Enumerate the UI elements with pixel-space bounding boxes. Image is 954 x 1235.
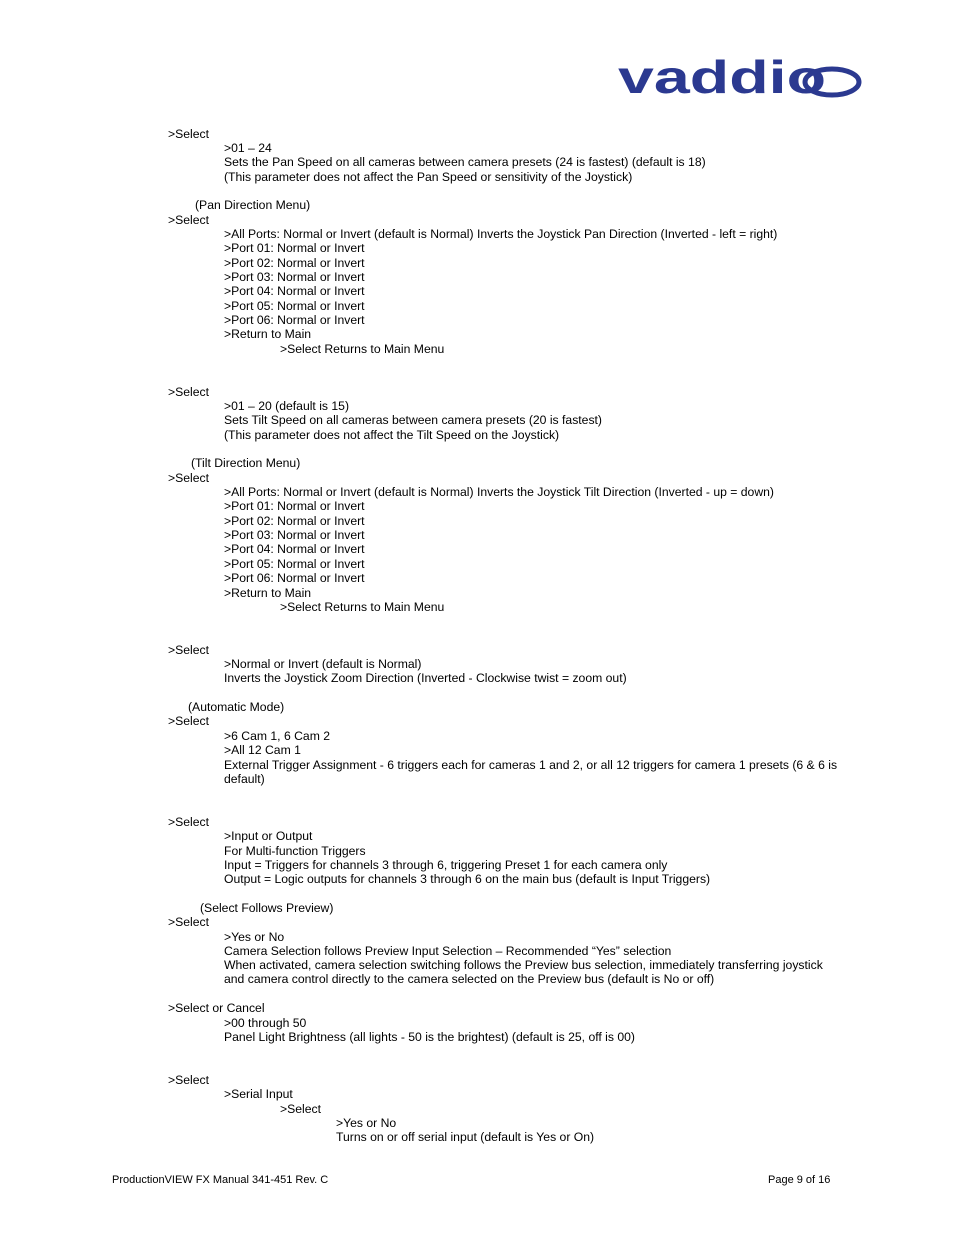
menu-line: Sets Tilt Speed on all cameras between camera presets (20 is fastest) [224,413,602,427]
menu-line: (This parameter does not affect the Tilt Speed on the Joystick) [224,428,560,442]
menu-line: >Port 05: Normal or Invert [224,557,365,571]
menu-line: >Port 03: Normal or Invert [224,528,365,542]
menu-line: >All Ports: Normal or Invert (default is Normal) Inverts the Joystick Pan Direction (Inverted - left = right) [224,227,778,241]
menu-line: Sets the Pan Speed on all cameras between camera presets (24 is fastest) (default is 18) [224,155,706,169]
footer-manual-title: ProductionVIEW FX Manual 341-451 Rev. C [112,1174,329,1186]
menu-line: >Input or Output [224,829,313,843]
menu-line: When activated, camera selection switching follows the Preview bus selection, immediately transferring joystick and camera control directly to the camera selected on the Preview bus (default is No or off) [224,958,823,986]
menu-heading: (Pan Direction Menu) [195,198,311,212]
menu-line: >Select [168,815,209,829]
menu-line: >Port 04: Normal or Invert [224,284,365,298]
menu-line: External Trigger Assignment - 6 triggers each for cameras 1 and 2, or all 12 triggers for camera 1 presets (6 & 6 is default) [224,758,838,786]
menu-line: Input = Triggers for channels 3 through 6, triggering Preset 1 for each camera only [224,858,668,872]
menu-line: >Select [168,915,209,929]
menu-line: >Select [168,1073,209,1087]
menu-line: >Port 05: Normal or Invert [224,299,365,313]
menu-line: >Select Returns to Main Menu [280,342,445,356]
menu-heading: (Automatic Mode) [188,700,285,714]
menu-line: >Select [168,127,209,141]
menu-line: >Select Returns to Main Menu [280,600,445,614]
svg-text:vaddio: vaddio [618,56,826,100]
menu-line: >Port 04: Normal or Invert [224,542,365,556]
menu-line: Output = Logic outputs for channels 3 through 6 on the main bus (default is Input Triggers) [224,872,711,886]
menu-line: >Port 06: Normal or Invert [224,313,365,327]
menu-line: >Select [168,714,209,728]
menu-line: For Multi-function Triggers [224,844,366,858]
menu-line: >Select [168,643,209,657]
menu-line: >01 – 20 (default is 15) [224,399,350,413]
menu-line: >Select [168,385,209,399]
menu-line: >Normal or Invert (default is Normal) [224,657,422,671]
menu-line: >Return to Main [224,586,312,600]
menu-line: >Port 01: Normal or Invert [224,499,365,513]
menu-line: >Yes or No [224,930,285,944]
menu-line: >Return to Main [224,327,312,341]
menu-line: >Port 02: Normal or Invert [224,256,365,270]
menu-line: >Port 01: Normal or Invert [224,241,365,255]
menu-line: Inverts the Joystick Zoom Direction (Inverted - Clockwise twist = zoom out) [224,671,627,685]
menu-line: >Select [168,213,209,227]
menu-line: >Port 02: Normal or Invert [224,514,365,528]
menu-line: Panel Light Brightness (all lights - 50 is the brightest) (default is 25, off is 00) [224,1030,635,1044]
vaddio-logo [618,56,862,100]
menu-line: Turns on or off serial input (default is Yes or On) [336,1130,595,1144]
menu-line: >01 – 24 [224,141,272,155]
menu-line: >Select [168,471,209,485]
menu-line: >Port 06: Normal or Invert [224,571,365,585]
menu-line: >Yes or No [336,1116,397,1130]
menu-line: >Select or Cancel [168,1001,265,1015]
menu-line: >All Ports: Normal or Invert (default is Normal) Inverts the Joystick Tilt Direction (Inverted - up = down) [224,485,774,499]
menu-heading: (Tilt Direction Menu) [191,456,301,470]
footer-page-number: Page 9 of 16 [768,1174,831,1186]
menu-line: Camera Selection follows Preview Input Selection – Recommended “Yes” selection [224,944,672,958]
menu-line: >Port 03: Normal or Invert [224,270,365,284]
menu-line: >Serial Input [224,1087,293,1101]
menu-line: >Select [280,1102,321,1116]
menu-line: >All 12 Cam 1 [224,743,301,757]
menu-line: >00 through 50 [224,1016,307,1030]
menu-line: >6 Cam 1, 6 Cam 2 [224,729,331,743]
menu-line: (This parameter does not affect the Pan Speed or sensitivity of the Joystick) [224,170,633,184]
menu-heading: (Select Follows Preview) [200,901,334,915]
